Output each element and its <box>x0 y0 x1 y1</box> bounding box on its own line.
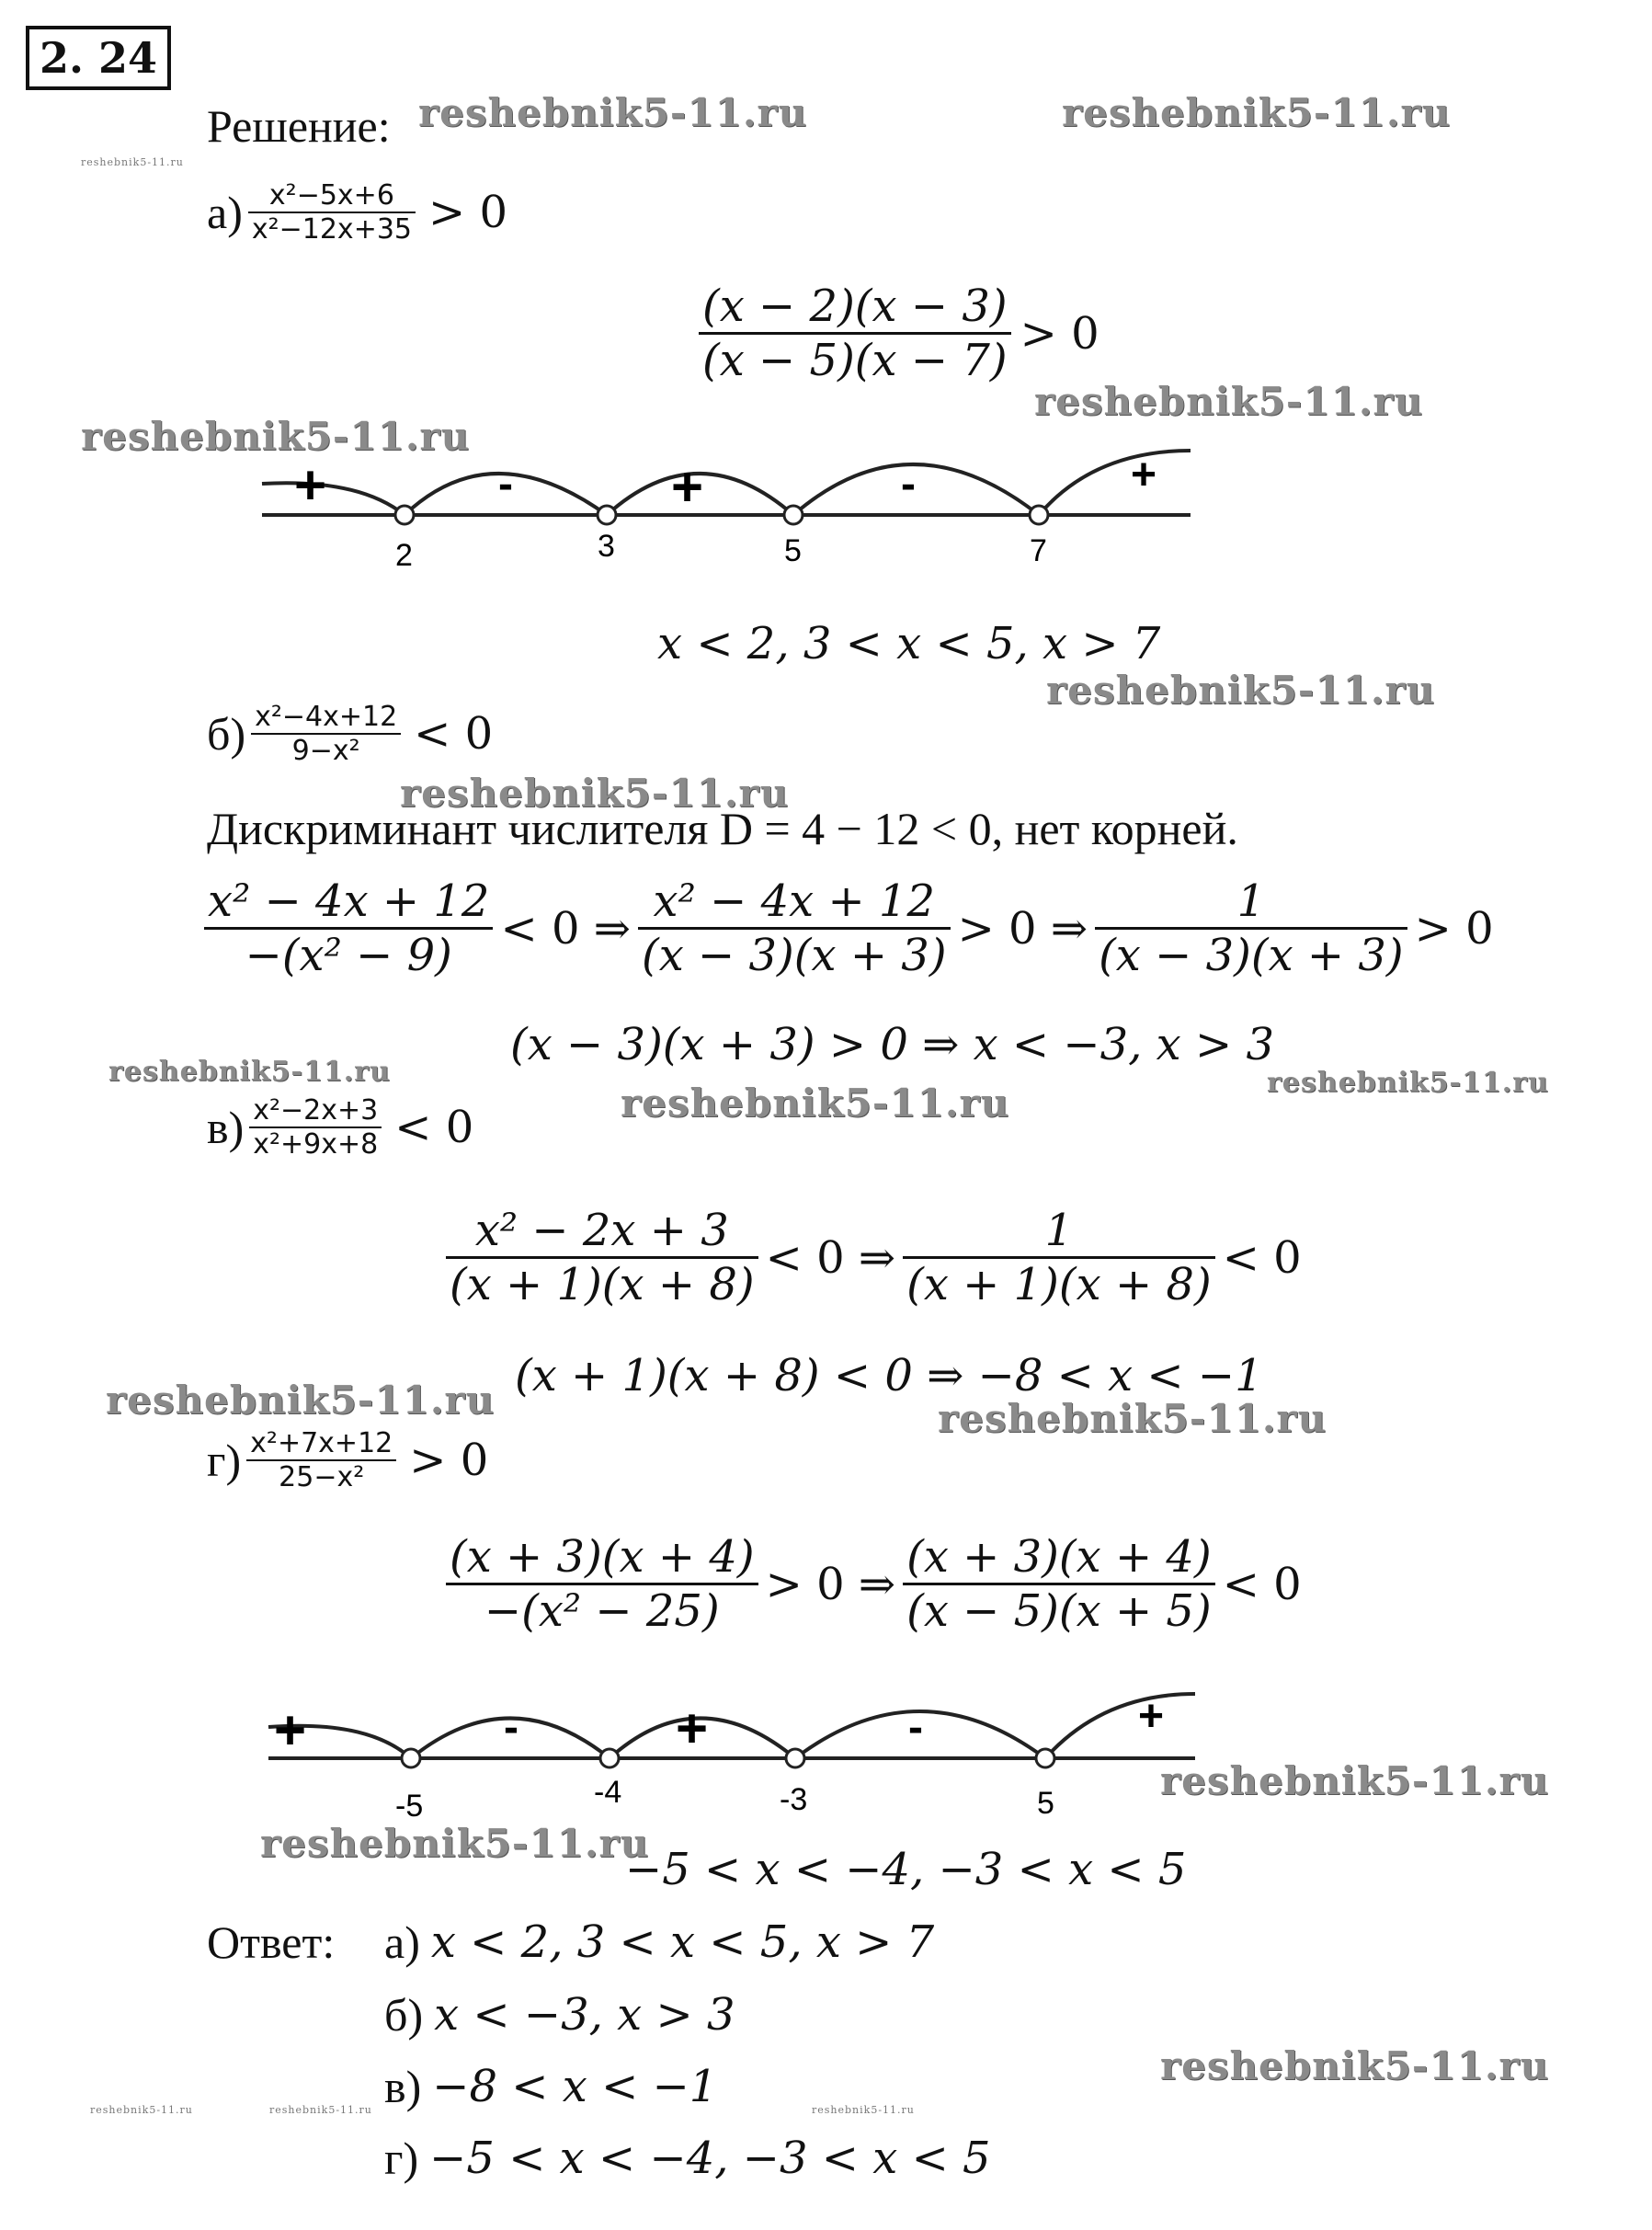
number-line-g <box>257 1683 1213 1848</box>
watermark: reshebnik5-11.ru <box>1062 90 1452 135</box>
part-b-discriminant: Дискриминант числителя D = 4 − 12 < 0, нет корней. <box>207 803 1238 854</box>
watermark: reshebnik5-11.ru <box>418 90 808 135</box>
sign-label: + <box>294 454 327 516</box>
open-point <box>600 1749 619 1767</box>
sign-label: - <box>504 1703 518 1752</box>
open-point <box>784 506 803 524</box>
open-point <box>402 1749 420 1767</box>
part-b-label: б) <box>207 708 246 760</box>
part-a-fact-relation: > 0 <box>1020 307 1099 360</box>
watermark: reshebnik5-11.ru <box>260 1821 650 1866</box>
tick-label: -3 <box>780 1782 808 1817</box>
sign-arc <box>1039 451 1191 515</box>
part-a-result: x < 2, 3 < x < 5, x > 7 <box>657 618 1161 669</box>
sign-label: + <box>671 456 704 518</box>
tick-label: 5 <box>1037 1786 1054 1821</box>
watermark: reshebnik5-11.ru <box>1160 2043 1550 2088</box>
open-point <box>395 506 414 524</box>
sign-label: + <box>274 1699 307 1761</box>
tick-label: 2 <box>395 538 413 573</box>
answer-item: б) x < −3, x > 3 <box>384 1989 735 2041</box>
open-point <box>786 1749 804 1767</box>
answer-label: Ответ: <box>207 1916 336 1968</box>
sign-label: - <box>901 460 916 509</box>
sign-label: - <box>498 460 513 509</box>
part-v-chain: $\frac{\text{x² − 2x + 3}}{(x + 1)(x + 8)}$ < 0 ⇒ $\frac{1}{(x + 1)(x + 8)}$ < 0 <box>446 1205 1302 1310</box>
answer-item: г) −5 < x < −4, −3 < x < 5 <box>384 2133 991 2184</box>
sign-arc <box>262 483 404 515</box>
number-line-a <box>248 432 1204 598</box>
watermark-tiny: reshebnik5-11.ru <box>269 2104 372 2116</box>
watermark: reshebnik5-11.ru <box>1046 668 1436 713</box>
sign-label: - <box>908 1703 923 1752</box>
watermark: reshebnik5-11.ru <box>1034 379 1424 424</box>
part-b-chain: $\frac{\text{x² − 4x + 12}}{\text{−(x² − 9)}}$ < 0 ⇒ $\frac{\text{x² − 4x + 12}}{(x - 3)(x + 3)}$ > 0 ⇒ $\frac{1}{(x - 3)(x + 3)}$ > 0 <box>204 875 1494 981</box>
watermark: reshebnik5-11.ru <box>81 414 471 459</box>
part-g-label: г) <box>207 1435 242 1486</box>
tick-label: 7 <box>1030 533 1047 568</box>
part-v-result: (x + 1)(x + 8) < 0 ⇒ −8 < x < −1 <box>515 1350 1263 1401</box>
part-b-result: (x − 3)(x + 3) > 0 ⇒ x < −3, x > 3 <box>510 1019 1275 1070</box>
tick-label: 5 <box>784 533 802 568</box>
watermark: reshebnik5-11.ru <box>938 1396 1327 1441</box>
tick-label: -4 <box>594 1775 622 1810</box>
part-a-label: а) <box>207 187 243 238</box>
tick-label: 3 <box>598 529 615 564</box>
part-a-fact-num: (x − 2)(x − 3) <box>702 280 1008 332</box>
part-a-factored <box>699 280 1099 386</box>
watermark: reshebnik5-11.ru <box>1160 1758 1550 1803</box>
sign-label: + <box>1131 451 1157 499</box>
watermark-tiny: reshebnik5-11.ru <box>81 156 184 168</box>
part-g-result: −5 < x < −4, −3 < x < 5 <box>625 1844 1187 1895</box>
tick-label: -5 <box>395 1789 424 1824</box>
part-v-given: в) $\frac{\text{x²−2x+3}}{\text{x²+9x+8}}$ < 0 <box>207 1094 474 1161</box>
watermark: reshebnik5-11.ru <box>1267 1067 1549 1099</box>
part-v-label: в) <box>207 1102 245 1153</box>
watermark: reshebnik5-11.ru <box>108 1056 391 1088</box>
watermark-tiny: reshebnik5-11.ru <box>90 2104 193 2116</box>
watermark: reshebnik5-11.ru <box>400 771 790 816</box>
part-a-given-relation: > 0 <box>428 187 508 238</box>
part-a-given <box>207 179 507 246</box>
part-g-chain: $\frac{(x + 3)(x + 4)}{\text{−(x² − 25)}}$ > 0 ⇒ $\frac{(x + 3)(x + 4)}{(x - 5)(x + 5)}$ < 0 <box>446 1531 1302 1637</box>
answer-item: а) x < 2, 3 < x < 5, x > 7 <box>384 1916 935 1968</box>
part-g-given: г) $\frac{\text{x²+7x+12}}{\text{25−x²}}$ > 0 <box>207 1427 489 1493</box>
sign-label: + <box>676 1698 709 1759</box>
part-b-given: б) $\frac{\text{x²−4x+12}}{\text{9−x²}}$ < 0 <box>207 701 494 767</box>
sign-label: + <box>1138 1692 1165 1741</box>
open-point <box>1030 506 1048 524</box>
watermark: reshebnik5-11.ru <box>621 1081 1010 1126</box>
sign-arc <box>1045 1694 1195 1758</box>
solution-label: Решение: <box>207 100 391 152</box>
part-a-given-fraction: $\frac{\text{x²−5x+6}}{\text{x²−12x+35}}$ <box>248 179 416 246</box>
open-point <box>598 506 616 524</box>
problem-number: 2. 24 <box>26 26 171 90</box>
watermark: reshebnik5-11.ru <box>106 1378 496 1423</box>
open-point <box>1036 1749 1054 1767</box>
sign-arc <box>793 464 1039 515</box>
part-a-fact-den: (x − 5)(x − 7) <box>702 335 1008 386</box>
watermark-tiny: reshebnik5-11.ru <box>812 2104 915 2116</box>
answer-item: в) −8 < x < −1 <box>384 2061 718 2112</box>
